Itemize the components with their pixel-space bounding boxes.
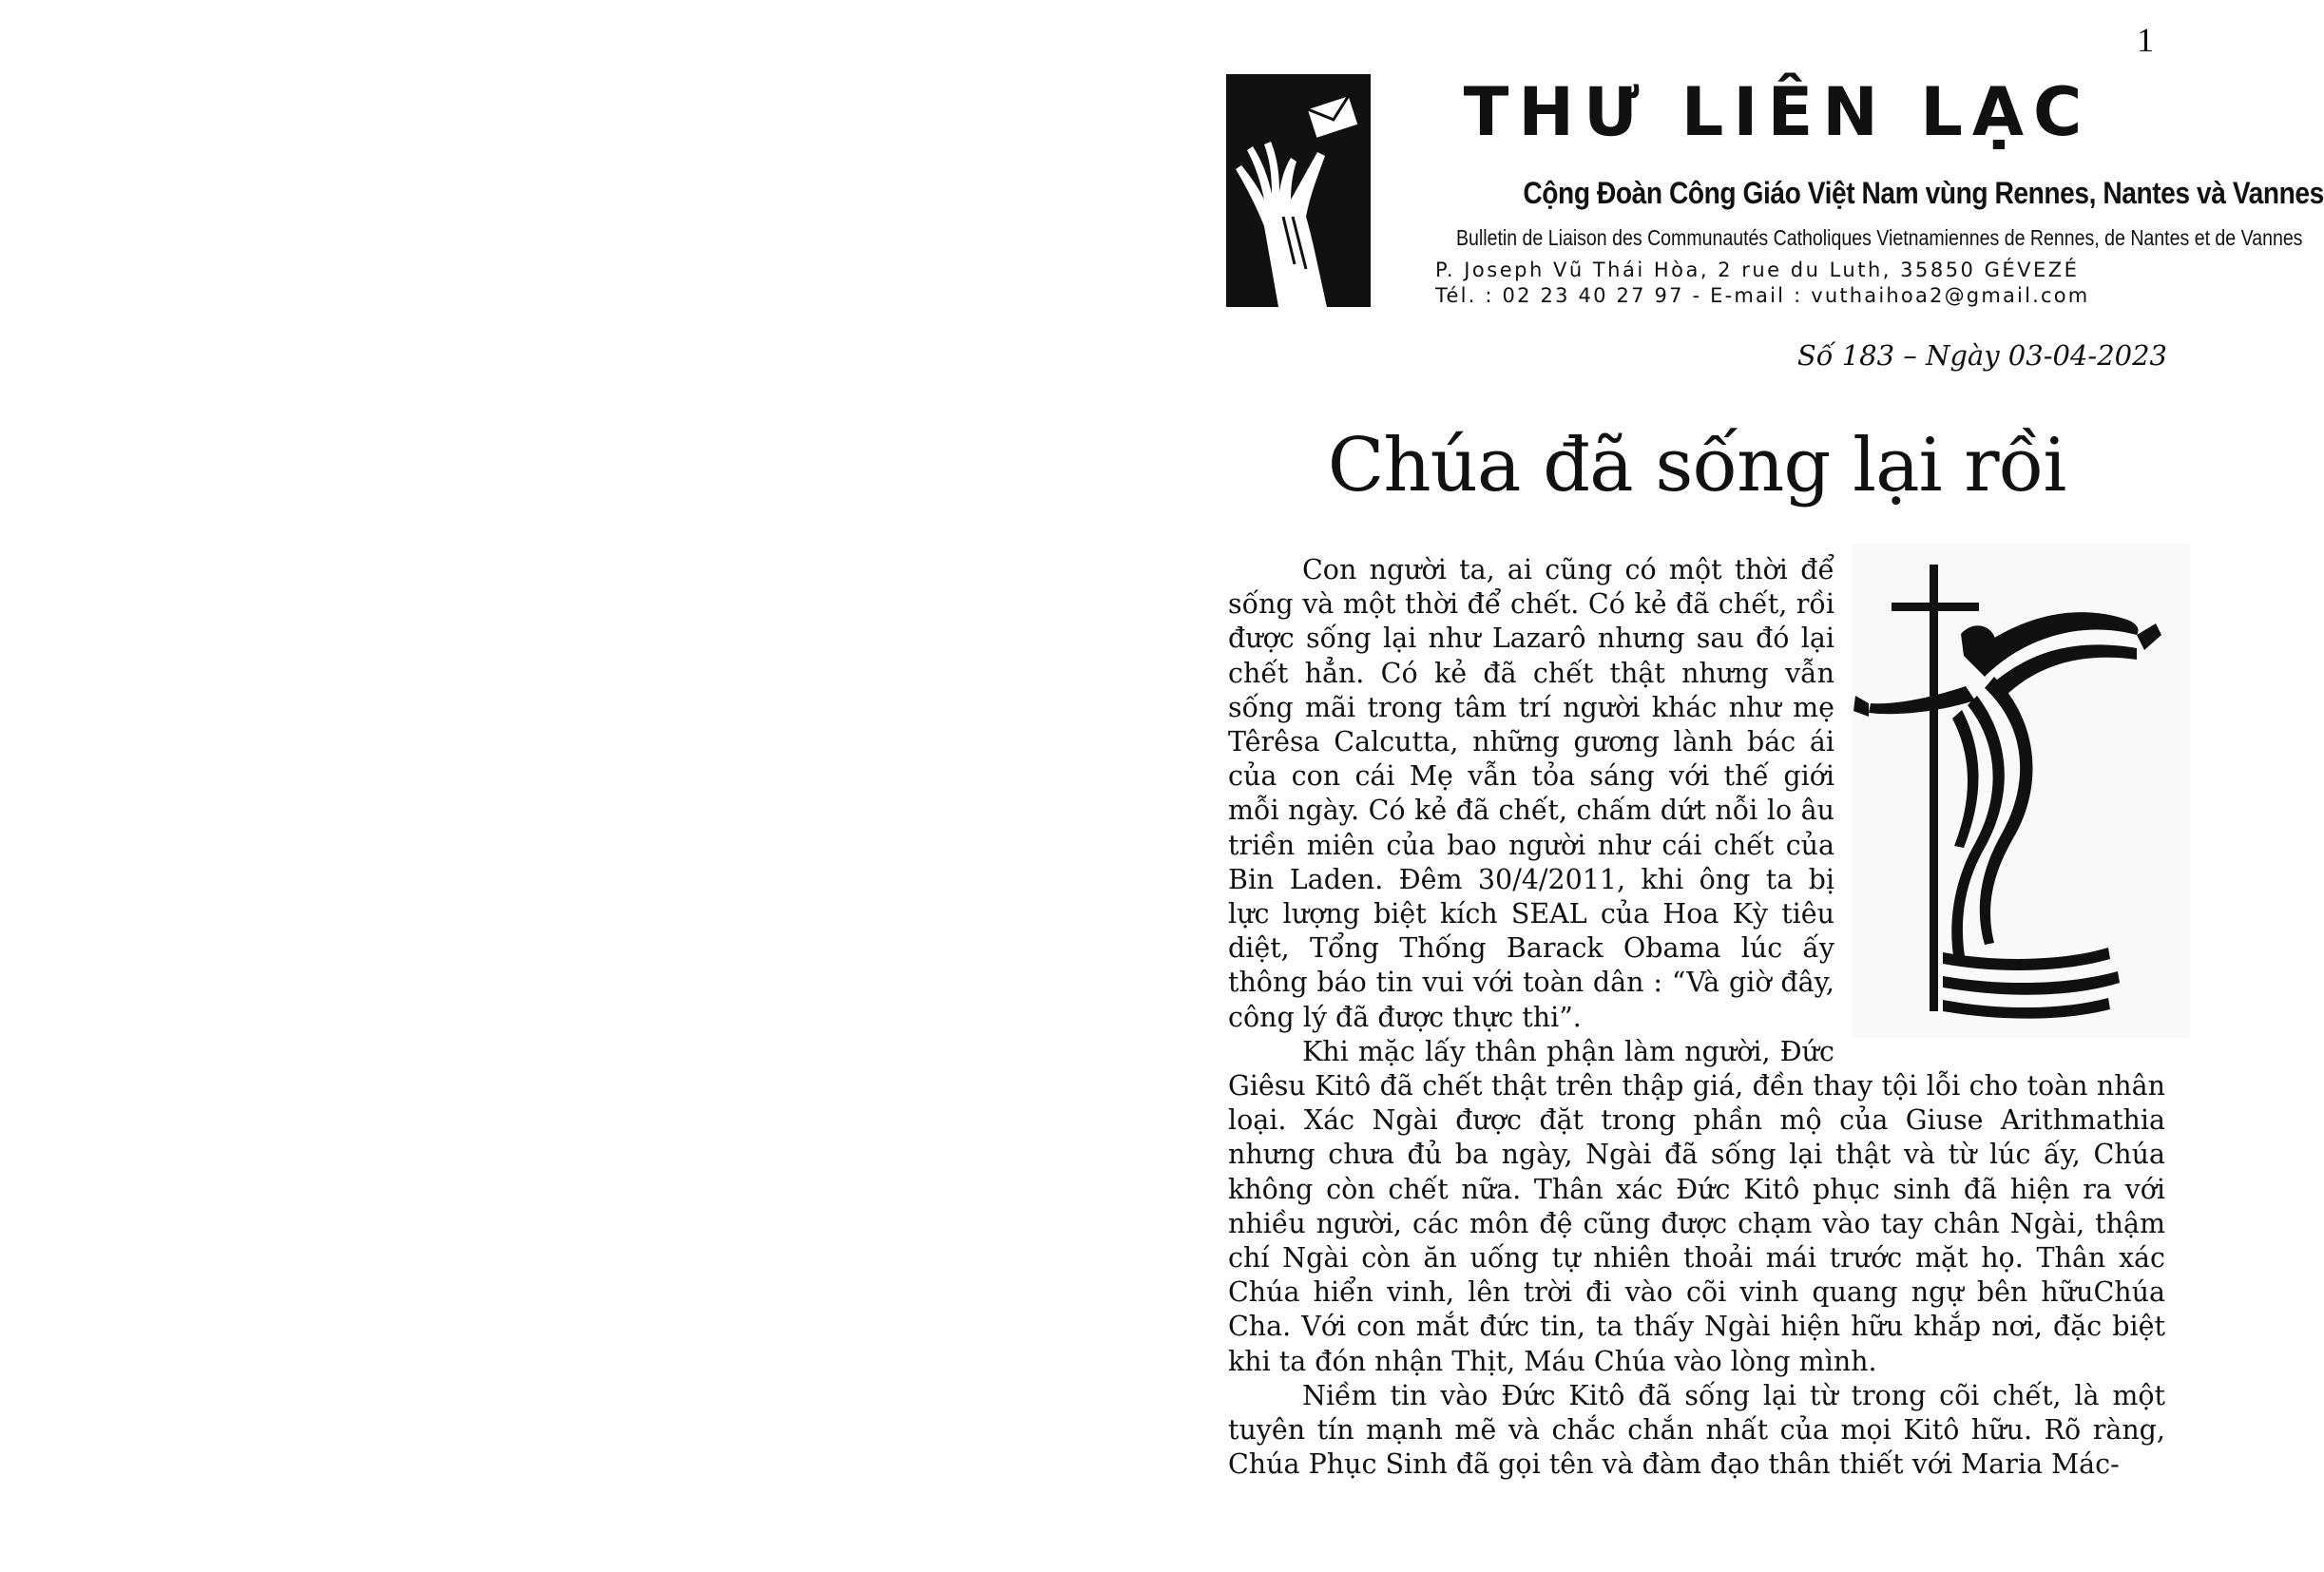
issue-number-date: Số 183 – Ngày 03-04-2023 [1796, 339, 2167, 372]
page-number: 1 [2137, 21, 2154, 59]
masthead-address: P. Joseph Vũ Thái Hòa, 2 rue du Luth, 35850 GÉVEZÉ [1435, 259, 2080, 281]
article-paragraph: Con người ta, ai cũng có một thời để sống và một thời để chết. Có kẻ đã chết, rồi được sống lại như Lazarô nhưng sau đó lại chết hẳn. Có kẻ đã chết thật nhưng vẫn sống mãi trong tâm trí người khác như mẹ Têrêsa Calcutta, những gương lành bác ái của con cái Mẹ vẫn tỏa sáng với thế giới mỗi ngày. Có kẻ đã chết, chấm dứt nỗi lo âu triền miên của bao người như cái chết của Bin Laden. Đêm 30/4/2011, khi ông ta bị lực lượng biệt kích SEAL của Hoa Kỳ tiêu diệt, Tổng Thống Barack Obama lúc ấy thông báo tin vui với toàn dân : “Và giờ đây, công lý đã được thực thi”. [1228, 554, 1834, 1033]
article-body [1228, 553, 2165, 1482]
masthead-contact: Tél. : 02 23 40 27 97 - E-mail : vuthaihoa2@gmail.com [1435, 284, 2090, 307]
hand-holding-letter-icon [1226, 74, 1371, 307]
masthead-title: THƯ LIÊN LẠC [1463, 73, 2092, 151]
article-title: Chúa đã sống lại rồi [1327, 423, 2066, 508]
masthead-subtitle: Cộng Đoàn Công Giáo Việt Nam vùng Rennes, Nantes và Vannes [1523, 176, 2324, 210]
article-paragraph: Niềm tin vào Đức Kitô đã sống lại từ trong cõi chết, là một tuyên tín mạnh mẽ và chắc chắn nhất của mọi Kitô hữu. Rõ ràng, Chúa Phục Sinh đã gọi tên và đàm đạo thân thiết với Maria Mác- [1228, 1379, 2165, 1481]
masthead-french-subtitle: Bulletin de Liaison des Communautés Catholiques Vietnamiennes de Rennes, de Nantes et de Vannes [1456, 225, 2303, 250]
illustration-spacer [1846, 553, 2184, 1047]
article-paragraph: Khi mặc lấy thân phận làm người, Đức Giêsu Kitô đã chết thật trên thập giá, đền thay tội lỗi cho toàn nhân loại. Xác Ngài được đặt trong phần mộ của Giuse Arithmathia nhưng chưa đủ ba ngày, Ngài đã sống lại thật và từ lúc ấy, Chúa không còn chết nữa. Thân xác Đức Kitô phục sinh đã hiện ra với nhiều người, các môn đệ cũng được chạm vào tay chân Ngài, thậm chí Ngài còn ăn uống tự nhiên thoải mái trước mặt họ. Thân xác Chúa hiển vinh, lên trời đi vào cõi vinh quang ngự bên hữuChúa Cha. Với con mắt đức tin, ta thấy Ngài hiện hữu khắp nơi, đặc biệt khi ta đón nhận Thịt, Máu Chúa vào lòng mình. [1228, 1035, 2165, 1377]
